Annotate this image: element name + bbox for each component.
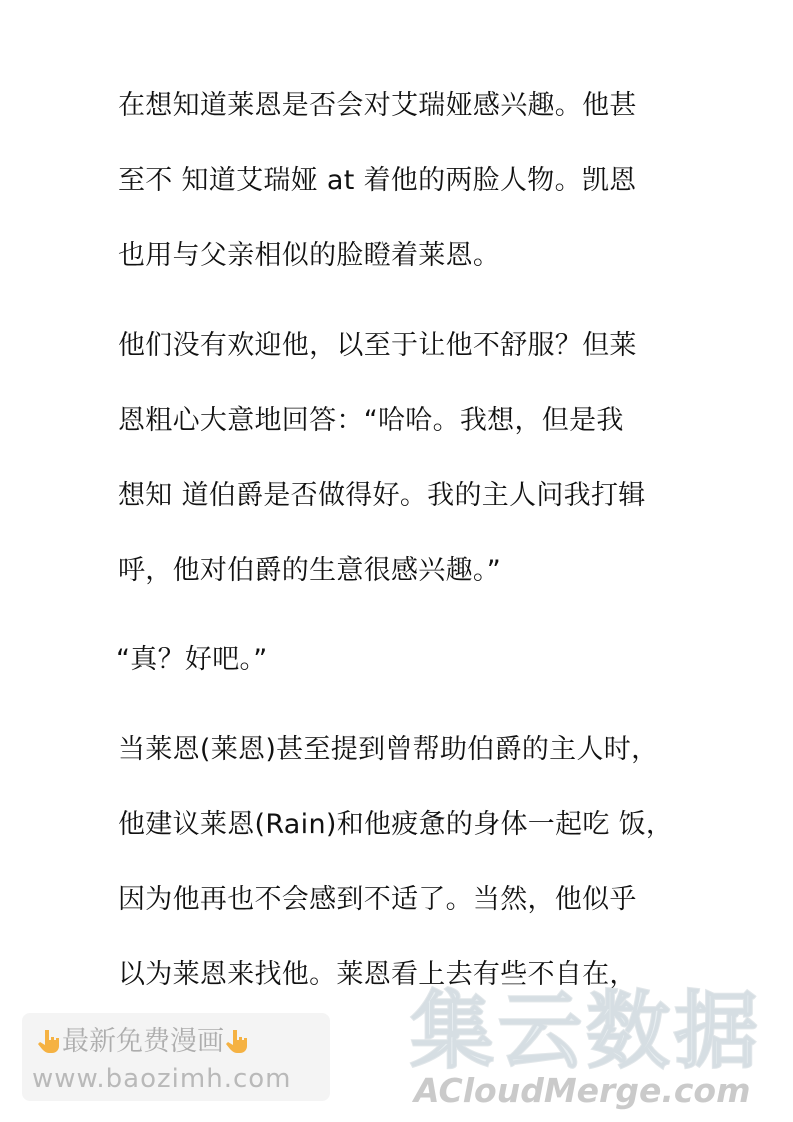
text-line: 他们没有欢迎他，以至于让他不舒服？但莱: [118, 330, 637, 361]
text-line: 恩粗心大意地回答：“哈哈。我想，但是我: [118, 405, 624, 436]
text-line: “真？好吧。”: [116, 644, 268, 675]
watermark-brand-cn: 集云数据: [410, 982, 763, 1080]
watermark-url: www.baozimh.com: [32, 1064, 292, 1094]
text-line: 也用与父亲相似的脸瞪着莱恩。: [118, 240, 501, 271]
text-line: 想知 道伯爵是否做得好。我的主人问我打辑: [118, 480, 646, 511]
watermark-title: 最新免费漫画: [62, 1026, 224, 1057]
text-line: 他建议莱恩(Rain)和他疲惫的身体一起吃 饭，: [118, 809, 674, 840]
pointing-down-hand-icon: [224, 1028, 250, 1054]
text-line: 因为他再也不会感到不适了。当然，他似乎: [118, 884, 637, 915]
text-line: 呼，他对伯爵的生意很感兴趣。”: [118, 555, 501, 586]
watermark-title-row: [36, 1025, 250, 1059]
baozimh-watermark: [22, 1013, 330, 1101]
text-line: 当莱恩(莱恩)甚至提到曾帮助伯爵的主人时，: [118, 734, 659, 765]
text-line: 在想知道莱恩是否会对艾瑞娅感兴趣。他甚: [118, 90, 637, 121]
acloudmerge-watermark: [410, 982, 790, 1115]
text-line: 至不 知道艾瑞娅 at 着他的两脸人物。凯恩: [118, 165, 637, 196]
watermark-brand-en: ACloudMerge.com: [414, 1071, 751, 1110]
text-line: 以为莱恩来找他。莱恩看上去有些不自在，: [118, 959, 637, 990]
pointing-down-hand-icon: [36, 1028, 62, 1054]
